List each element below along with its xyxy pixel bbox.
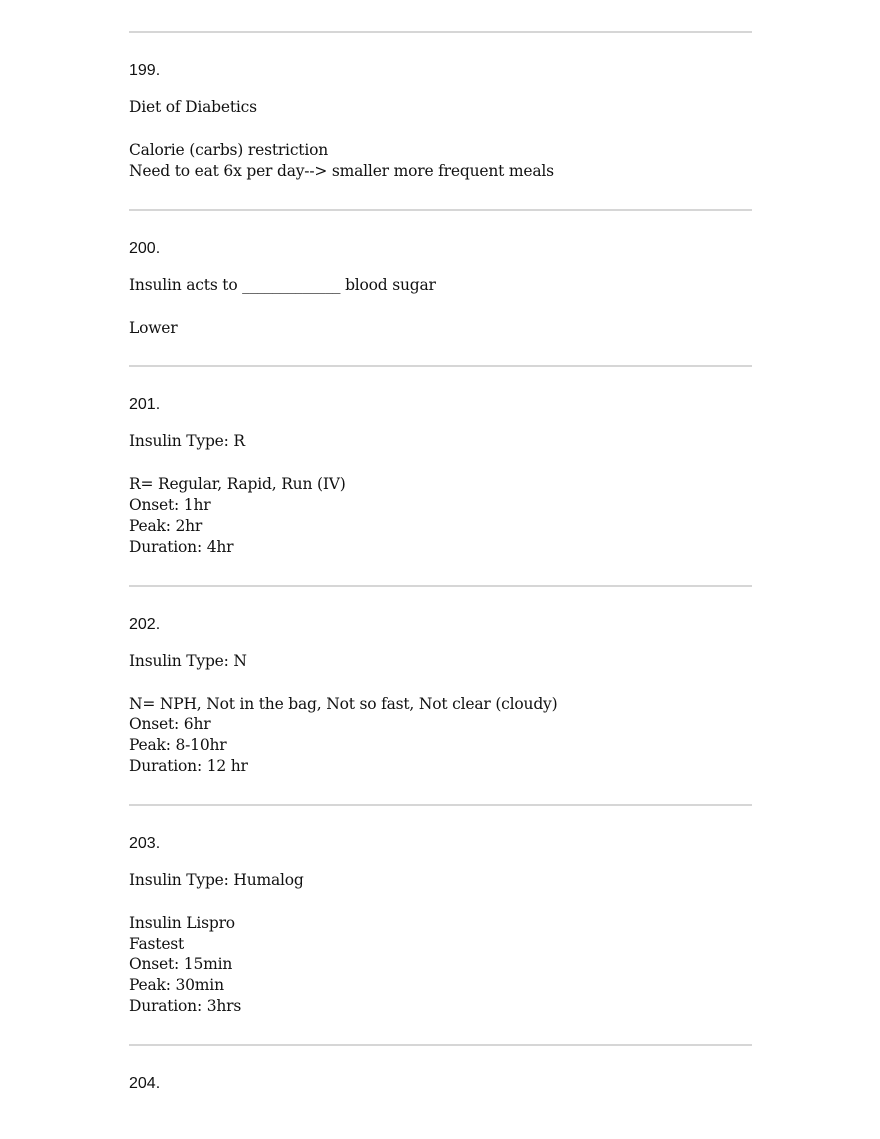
answer-line: N= NPH, Not in the bag, Not so fast, Not clear (cloudy)	[129, 694, 558, 713]
answer-line: R= Regular, Rapid, Run (IV)	[129, 475, 346, 494]
card-term: Insulin Type: N	[129, 651, 247, 670]
flashcard	[129, 365, 752, 584]
answer-line: Insulin Lispro	[129, 913, 235, 932]
answer-line: Onset: 15min	[129, 955, 233, 974]
answer-line: Lower	[129, 318, 178, 337]
flashcard	[129, 31, 752, 209]
card-answer	[129, 913, 752, 1017]
answer-line: Need to eat 6x per day--> smaller more frequent meals	[129, 161, 554, 180]
card-answer	[129, 140, 752, 182]
answer-line: Peak: 8-10hr	[129, 736, 227, 755]
answer-line: Onset: 6hr	[129, 715, 211, 734]
answer-line: Peak: 30min	[129, 976, 224, 995]
card-term: Insulin acts to _____________ blood sugar	[129, 275, 436, 294]
card-term: Insulin Type: R	[129, 432, 245, 451]
card-answer	[129, 318, 752, 339]
answer-line: Onset: 1hr	[129, 496, 211, 515]
answer-line: Fastest	[129, 934, 185, 953]
card-number: 203.	[129, 834, 161, 852]
card-term: Insulin Type: Humalog	[129, 870, 304, 889]
answer-line: Calorie (carbs) restriction	[129, 141, 328, 159]
card-number: 204.	[129, 1074, 161, 1092]
flashcard	[129, 209, 752, 366]
flashcard	[129, 804, 752, 1044]
answer-line: Duration: 3hrs	[129, 996, 242, 1015]
card-answer	[129, 694, 752, 777]
card-term: Diet of Diabetics	[129, 98, 257, 116]
card-number: 202.	[129, 615, 161, 633]
card-answer	[129, 474, 752, 557]
card-number: 199.	[129, 62, 161, 79]
answer-line: Peak: 2hr	[129, 516, 203, 535]
card-number: 200.	[129, 239, 161, 257]
flashcard-list	[129, 31, 752, 1121]
flashcard	[129, 585, 752, 804]
flashcard	[129, 1044, 752, 1121]
card-number: 201.	[129, 396, 161, 414]
answer-line: Duration: 12 hr	[129, 756, 248, 775]
answer-line: Duration: 4hr	[129, 537, 234, 556]
